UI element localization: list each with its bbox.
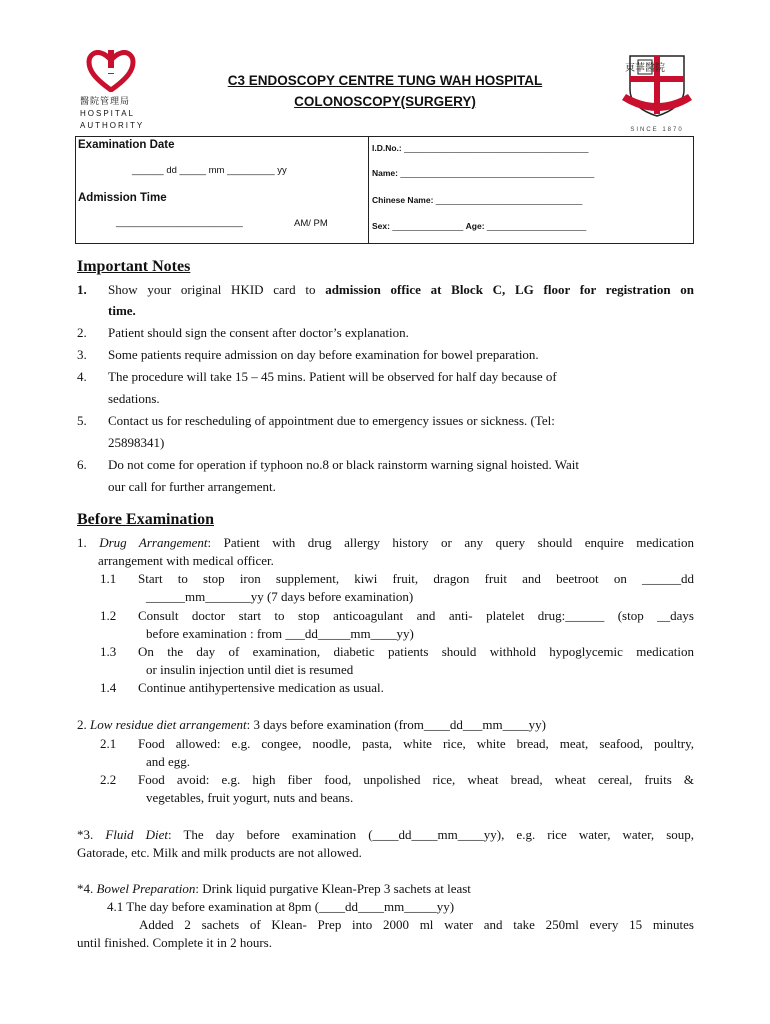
id-number-line: _______________________________________ xyxy=(404,143,589,153)
page-title: C3 ENDOSCOPY CENTRE TUNG WAH HOSPITAL xyxy=(227,73,543,88)
name-field[interactable] xyxy=(372,168,594,178)
drug-item-1-1-number: 1.1 xyxy=(100,571,117,586)
drug-item-1-2-number: 1.2 xyxy=(100,608,117,623)
drug-item-1-3-line-1: On the day of examination, diabetic patients should withhold hypoglycemic medication xyxy=(138,644,694,659)
drug-item-1-2-line-1: Consult doctor start to stop anticoagulant and anti- platelet drug:______ (stop __days xyxy=(138,608,694,623)
examination-date-label: Examination Date xyxy=(78,139,175,151)
admission-time-field[interactable]: ________________________ xyxy=(116,217,243,228)
note-4-line-1: The procedure will take 15 – 45 mins. Patient will be observed for half day because of xyxy=(108,369,557,384)
note-5-line-1: Contact us for rescheduling of appointment due to emergency issues or sickness. (Tel: xyxy=(108,413,555,428)
fluid-diet-line-1 xyxy=(77,826,694,844)
hospital-authority-emblem-icon xyxy=(86,50,136,92)
chinese-name-line: _______________________________ xyxy=(435,195,583,205)
bowel-item-4-1-detail xyxy=(77,916,694,956)
note-6-line-1: Do not come for operation if typhoon no.8 or black rainstorm warning signal hoisted. Wait xyxy=(108,457,579,472)
note-5-line-2: 25898341) xyxy=(108,435,165,450)
examination-date-field[interactable]: ______ dd _____ mm _________ yy xyxy=(132,165,287,176)
drug-item-1-2 xyxy=(77,607,694,647)
registration-box xyxy=(75,136,694,244)
am-pm-label: AM/ PM xyxy=(294,218,328,229)
drug-arrangement-prefix: 1. xyxy=(77,535,100,550)
drug-item-1-3-number: 1.3 xyxy=(100,644,117,659)
bowel-preparation-prefix: *4. xyxy=(77,881,97,896)
note-5-number: 5. xyxy=(77,413,87,428)
name-line: _________________________________________ xyxy=(400,168,595,178)
age-line: _____________________ xyxy=(486,221,587,231)
tung-wah-hospital-logo xyxy=(618,50,696,133)
drug-arrangement-line-2: arrangement with medical officer. xyxy=(98,553,274,568)
before-examination-heading: Before Examination xyxy=(77,511,215,528)
drug-item-1-1 xyxy=(77,570,694,610)
note-4-line-2: sedations. xyxy=(108,391,160,406)
registration-right xyxy=(369,137,693,243)
ha-english-name-2: AUTHORITY xyxy=(80,121,145,130)
diet-item-2-1-line-1: Food allowed: e.g. congee, noodle, pasta, white rice, white bread, meat, seafood, poultry, xyxy=(138,736,694,751)
note-6-number: 6. xyxy=(77,457,87,472)
sex-line: _______________ xyxy=(392,221,464,231)
note-1 xyxy=(77,281,694,321)
drug-item-1-1-line-1: Start to stop iron supplement, kiwi fruit, dragon fruit and beetroot on ______dd xyxy=(138,571,694,586)
twh-crest-character: 東華醫院 xyxy=(625,63,665,74)
id-number-label: I.D.No.: xyxy=(372,143,402,153)
admission-time-label: Admission Time xyxy=(78,192,167,204)
drug-item-1-2-line-2: before examination : from ___dd_____mm____yy) xyxy=(146,626,414,641)
drug-arrangement-text-a: : Patient with drug allergy history or any query should enquire medication xyxy=(207,535,695,550)
hospital-authority-logo xyxy=(80,50,150,131)
drug-arrangement-line-1 xyxy=(77,534,694,552)
sex-label: Sex: xyxy=(372,221,390,231)
diet-item-2-2-line-2: vegetables, fruit yogurt, nuts and beans. xyxy=(146,790,354,805)
fluid-diet-title: Fluid Diet xyxy=(105,827,168,842)
drug-arrangement xyxy=(77,534,694,574)
note-2-number: 2. xyxy=(77,325,87,340)
drug-item-1-4-number: 1.4 xyxy=(100,680,117,695)
drug-item-1-3-line-2: or insulin injection until diet is resumed xyxy=(146,662,354,677)
diet-item-2-2 xyxy=(77,771,694,811)
diet-item-2-1-line-2: and egg. xyxy=(146,754,191,769)
tung-wah-crest-icon xyxy=(618,50,696,120)
note-1-line-2: time. xyxy=(108,303,136,318)
registration-left xyxy=(76,137,368,243)
bowel-preparation-line xyxy=(77,880,471,898)
twh-since: SINCE 1870 xyxy=(630,127,684,133)
diet-item-2-2-line-1: Food avoid: e.g. high fiber food, unpolished rice, wheat bread, wheat cereal, fruits & xyxy=(138,772,694,787)
note-1-line-1 xyxy=(108,281,694,299)
drug-item-1-1-line-2: ______mm_______yy (7 days before examination) xyxy=(146,589,414,604)
note-3-text: Some patients require admission on day before examination for bowel preparation. xyxy=(108,347,539,362)
chinese-name-label: Chinese Name: xyxy=(372,195,434,205)
low-residue-diet-text: : 3 days before examination (from____dd___mm____yy) xyxy=(246,717,546,732)
age-label: Age: xyxy=(465,221,485,231)
note-3-number: 3. xyxy=(77,347,87,362)
bowel-preparation-text: : Drink liquid purgative Klean-Prep 3 sachets at least xyxy=(195,881,471,896)
ha-chinese-name: 醫院管理局 xyxy=(80,97,131,107)
low-residue-diet-title: Low residue diet arrangement xyxy=(90,717,247,732)
bowel-item-4-1-text: 4.1 The day before examination at 8pm (____dd____mm_____yy) xyxy=(107,899,455,914)
fluid-diet-line-2: Gatorade, etc. Milk and milk products are not allowed. xyxy=(77,845,362,860)
diet-item-2-2-number: 2.2 xyxy=(100,772,117,787)
important-notes-heading: Important Notes xyxy=(77,258,191,275)
name-label: Name: xyxy=(372,168,398,178)
note-2-text: Patient should sign the consent after doctor’s explanation. xyxy=(108,325,409,340)
diet-item-2-1-number: 2.1 xyxy=(100,736,117,751)
note-4-number: 4. xyxy=(77,369,87,384)
note-1-text-a: Show your original HKID card to xyxy=(108,282,326,297)
drug-item-1-4-text: Continue antihypertensive medication as usual. xyxy=(138,680,384,695)
fluid-diet xyxy=(77,826,694,866)
fluid-diet-prefix: *3. xyxy=(77,827,106,842)
bowel-item-4-1-detail-line-2: until finished. Complete it in 2 hours. xyxy=(77,935,272,950)
id-number-field[interactable] xyxy=(372,143,589,153)
drug-arrangement-title: Drug Arrangement xyxy=(99,535,208,550)
ha-english-name-1: HOSPITAL xyxy=(80,109,135,118)
low-residue-diet-line xyxy=(77,716,546,734)
chinese-name-field[interactable] xyxy=(372,195,582,205)
drug-item-1-3 xyxy=(77,643,694,683)
bowel-preparation-title: Bowel Preparation xyxy=(96,881,196,896)
fluid-diet-text-a: : The day before examination (____dd____mm____yy), e.g. rice water, water, soup, xyxy=(167,827,695,842)
note-1-number: 1. xyxy=(77,282,87,297)
page-subtitle: COLONOSCOPY(SURGERY) xyxy=(294,94,476,109)
low-residue-diet-prefix: 2. xyxy=(77,717,90,732)
note-1-text-b: admission office at Block C, LG floor for registration on xyxy=(325,282,694,297)
sex-age-field[interactable] xyxy=(372,221,586,231)
note-6-line-2: our call for further arrangement. xyxy=(108,479,276,494)
diet-item-2-1 xyxy=(77,735,694,775)
bowel-item-4-1-detail-line-1: Added 2 sachets of Klean- Prep into 2000 ml water and take 250ml every 15 minutes xyxy=(139,917,694,932)
